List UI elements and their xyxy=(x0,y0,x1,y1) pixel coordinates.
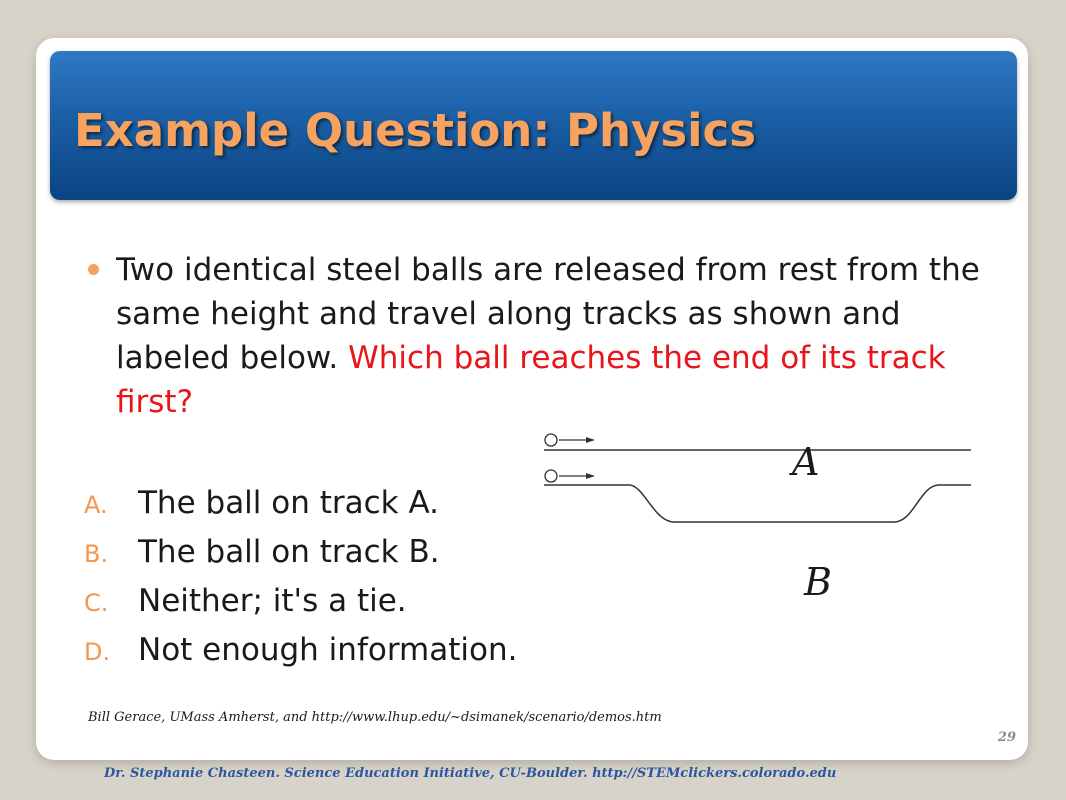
choice-text: The ball on track A. xyxy=(138,485,439,521)
slide-title: Example Question: Physics xyxy=(74,104,757,157)
question-body: Two identical steel balls are released from rest from the same height and travel along tracks as shown and labeled below. xyxy=(116,252,980,376)
answer-choices xyxy=(84,479,517,675)
choice-text: Neither; it's a tie. xyxy=(138,583,407,619)
ball-a xyxy=(545,434,557,446)
track-a-label: A xyxy=(792,440,820,484)
ball-b xyxy=(545,470,557,482)
bullet-dot-icon xyxy=(88,264,99,275)
arrow-b-head xyxy=(586,473,595,479)
track-diagram-svg xyxy=(534,398,984,568)
track-diagram xyxy=(534,398,984,604)
choice-letter: C. xyxy=(84,589,109,617)
footer-text: Dr. Stephanie Chasteen. Science Education Initiative, CU-Boulder. http://STEMclickers.colorado.edu xyxy=(104,766,837,781)
choice-letter: B. xyxy=(84,540,109,568)
choice-text: The ball on track B. xyxy=(138,534,440,570)
image-credit: Bill Gerace, UMass Amherst, and http://www.lhup.edu/~dsimanek/scenario/demos.htm xyxy=(88,710,662,725)
arrow-a-head xyxy=(586,437,595,443)
choice-letter: A. xyxy=(84,491,108,519)
choice-b[interactable] xyxy=(84,528,517,577)
choice-d[interactable] xyxy=(84,626,517,675)
track-b-label: B xyxy=(804,560,832,604)
choice-c[interactable] xyxy=(84,577,517,626)
question-highlight: Which ball reaches the end of its track first? xyxy=(116,340,946,420)
track-b-line xyxy=(544,485,971,522)
slide-number: 29 xyxy=(997,730,1016,745)
choice-letter: D. xyxy=(84,638,111,666)
slide xyxy=(36,38,1028,760)
choice-text: Not enough information. xyxy=(138,632,518,668)
choice-a[interactable] xyxy=(84,479,517,528)
